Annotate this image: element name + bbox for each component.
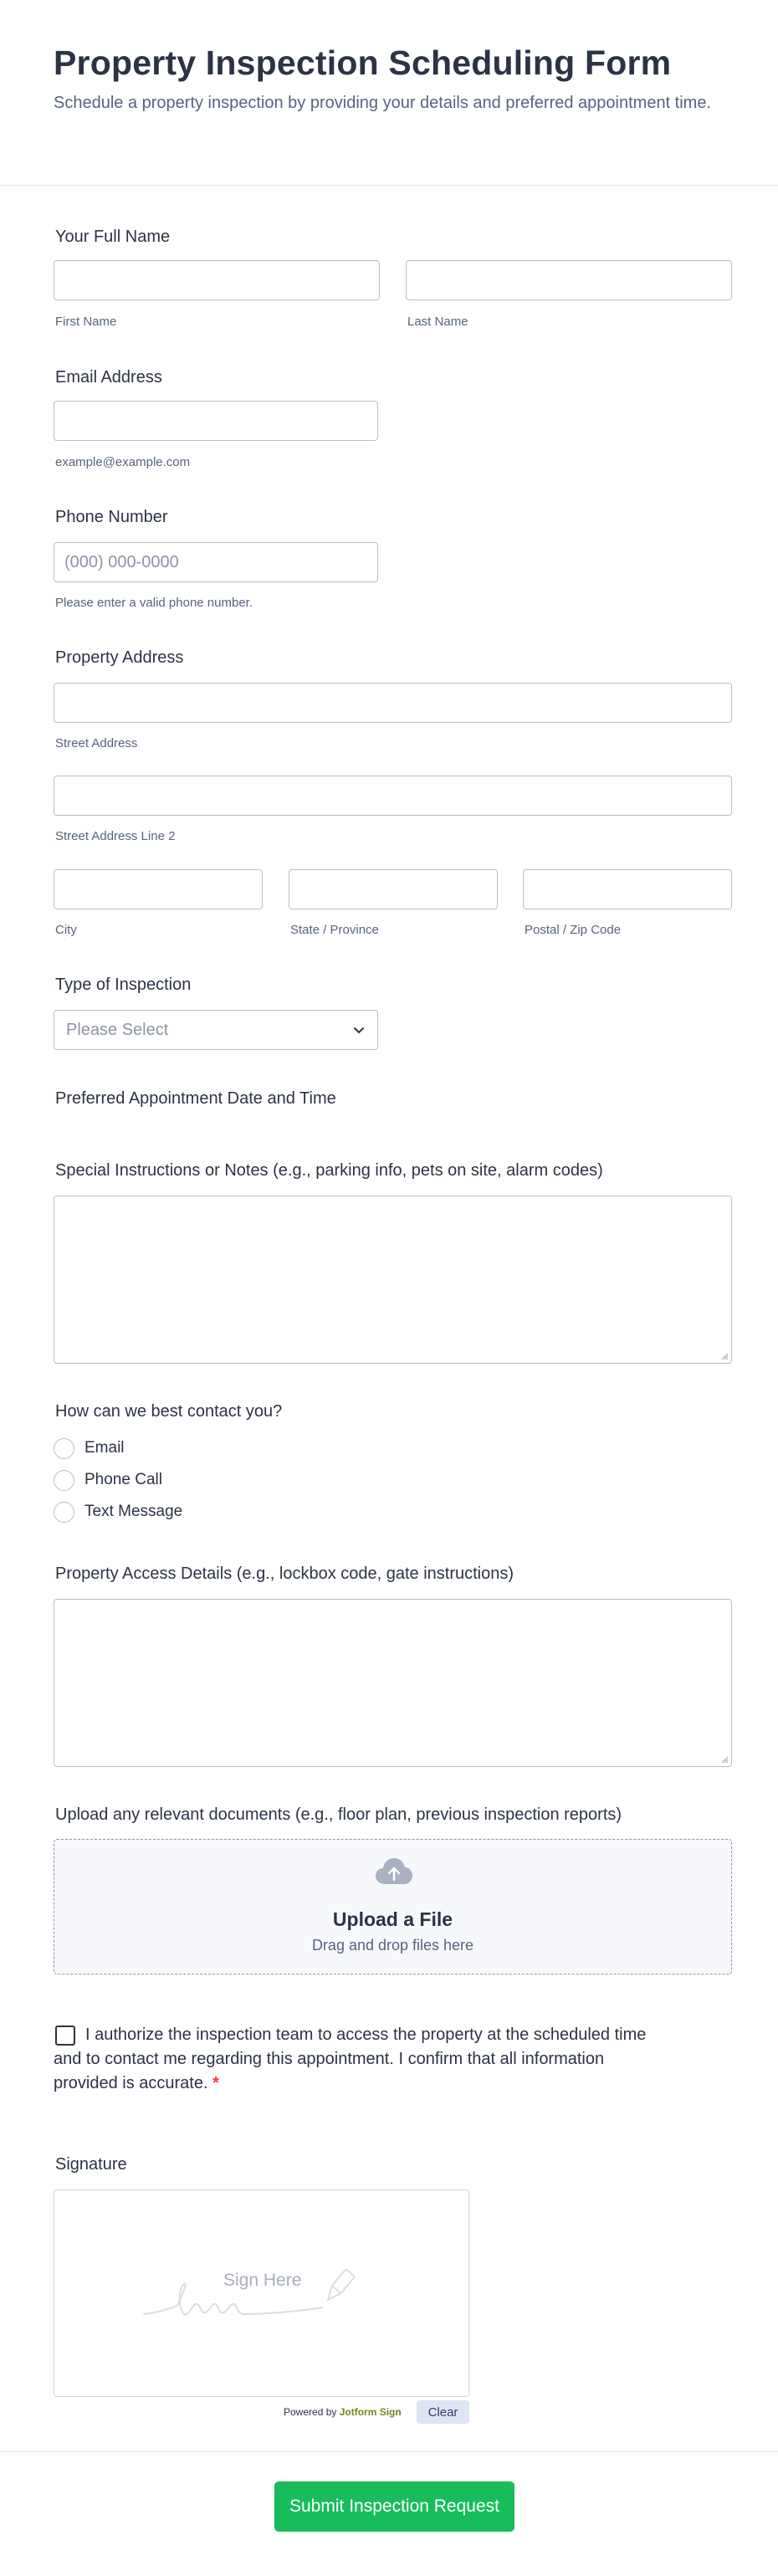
street-address-line2-input[interactable] <box>54 776 732 816</box>
first-name-input[interactable] <box>54 260 380 300</box>
email-input[interactable] <box>54 401 378 441</box>
street-address-line2-sublabel: Street Address Line 2 <box>55 829 176 843</box>
signature-pad[interactable] <box>54 2189 469 2397</box>
radio-text-message[interactable] <box>54 1502 74 1523</box>
contact-option-phone-call[interactable] <box>54 1468 162 1492</box>
inspection-type-select[interactable] <box>54 1010 378 1050</box>
signature-clear-button[interactable]: Clear <box>417 2400 469 2424</box>
file-upload-dropzone[interactable] <box>54 1839 732 1974</box>
upload-title: Upload a File <box>332 1908 453 1930</box>
notes-label: Special Instructions or Notes (e.g., parking info, pets on site, alarm codes) <box>55 1161 603 1180</box>
resize-grip-icon[interactable] <box>720 1352 729 1360</box>
signature-placeholder: Sign Here <box>223 2271 302 2290</box>
form-header <box>0 0 778 186</box>
powered-by <box>284 2406 402 2418</box>
radio-phone-call-label: Phone Call <box>84 1471 162 1488</box>
email-label: Email Address <box>55 368 162 387</box>
upload-subtitle: Drag and drop files here <box>311 1937 474 1954</box>
footer-divider <box>0 2451 778 2452</box>
zip-sublabel: Postal / Zip Code <box>525 923 622 937</box>
contact-method-label: How can we best contact you? <box>55 1402 283 1421</box>
signature-label: Signature <box>55 2155 127 2174</box>
contact-option-text-message[interactable] <box>54 1500 182 1524</box>
contact-option-email[interactable] <box>54 1437 125 1460</box>
chevron-down-icon <box>352 1023 366 1037</box>
inspection-type-label: Type of Inspection <box>55 976 192 994</box>
notes-textarea[interactable] <box>54 1196 732 1364</box>
consent-text-body: I authorize the inspection team to access the property at the scheduled time and to contact me regarding this appointment. I confirm that all information provided is accurate. <box>54 2025 647 2092</box>
phone-input[interactable] <box>54 542 378 582</box>
access-details-label: Property Access Details (e.g., lockbox code, gate instructions) <box>55 1565 514 1583</box>
resize-grip-icon[interactable] <box>720 1755 729 1764</box>
notes-wrapper <box>54 1196 732 1364</box>
access-details-wrapper <box>54 1599 732 1767</box>
email-sublabel: example@example.com <box>55 455 191 469</box>
zip-input[interactable] <box>523 869 732 909</box>
submit-button[interactable]: Submit Inspection Request <box>274 2481 514 2532</box>
appointment-label: Preferred Appointment Date and Time <box>55 1089 336 1108</box>
page-title: Property Inspection Scheduling Form <box>54 44 672 82</box>
last-name-sublabel: Last Name <box>407 315 468 329</box>
access-details-textarea[interactable] <box>54 1599 732 1767</box>
street-address-input[interactable] <box>54 683 732 723</box>
city-sublabel: City <box>55 923 77 937</box>
phone-sublabel: Please enter a valid phone number. <box>55 596 253 610</box>
street-address-sublabel: Street Address <box>55 736 138 750</box>
powered-by-brand[interactable]: Jotform Sign <box>339 2406 402 2418</box>
radio-text-message-label: Text Message <box>84 1503 183 1520</box>
first-name-sublabel: First Name <box>55 315 117 329</box>
consent-text <box>54 2023 664 2096</box>
city-input[interactable] <box>54 869 263 909</box>
radio-email-label: Email <box>84 1439 125 1457</box>
radio-phone-call[interactable] <box>54 1470 74 1491</box>
required-mark: * <box>212 2074 219 2092</box>
phone-label: Phone Number <box>55 508 168 526</box>
state-input[interactable] <box>289 869 498 909</box>
radio-email[interactable] <box>54 1438 74 1459</box>
last-name-input[interactable] <box>406 260 732 300</box>
cloud-upload-icon <box>375 1856 413 1887</box>
full-name-label: Your Full Name <box>55 228 171 246</box>
state-sublabel: State / Province <box>290 923 379 937</box>
powered-by-prefix: Powered by <box>284 2406 337 2418</box>
upload-label: Upload any relevant documents (e.g., floor plan, previous inspection reports) <box>55 1805 622 1824</box>
page-subtitle: Schedule a property inspection by providing your details and preferred appointment time. <box>54 94 712 112</box>
address-label: Property Address <box>55 648 184 667</box>
inspection-type-selected: Please Select <box>66 1021 169 1039</box>
